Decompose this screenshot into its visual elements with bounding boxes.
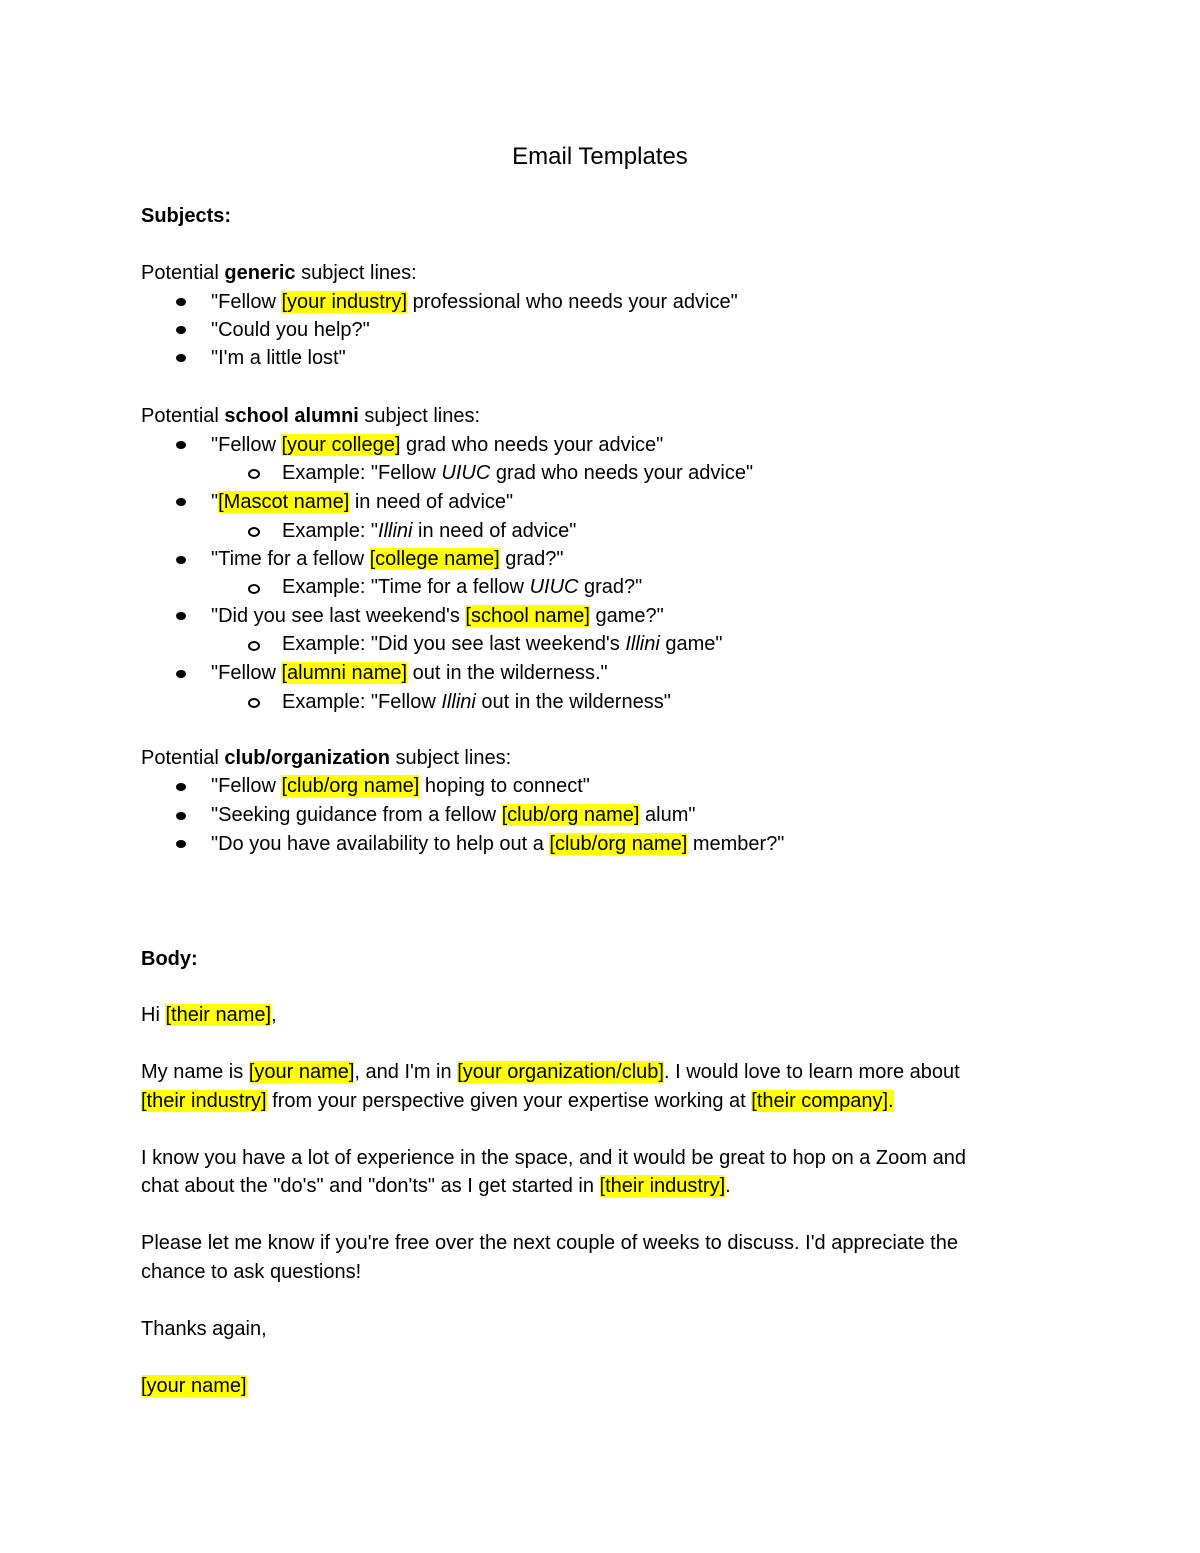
placeholder-highlight: [their industry] (141, 1090, 267, 1112)
bullet-icon (176, 498, 186, 506)
alumni-item: "[Mascot name] in need of advice" (211, 491, 514, 513)
placeholder-highlight: [your name] (141, 1375, 247, 1397)
placeholder-highlight: [club/org name] (281, 775, 420, 797)
alumni-example: Example: "Did you see last weekend's Illini game" (282, 633, 723, 655)
placeholder-highlight: [your college] (281, 434, 401, 456)
sub-bullet-icon (248, 527, 260, 537)
paragraph-line: My name is [your name], and I'm in [your organization/club]. I would love to learn more about (141, 1061, 960, 1083)
paragraph-line: I know you have a lot of experience in the space, and it would be great to hop on a Zoom and (141, 1147, 966, 1169)
alumni-item: "Time for a fellow [college name] grad?" (211, 548, 564, 570)
club-intro: Potential club/organization subject lines: (141, 747, 512, 769)
page-title: Email Templates (512, 143, 688, 170)
alumni-example: Example: "Illini in need of advice" (282, 520, 577, 542)
placeholder-highlight: [club/org name] (549, 833, 688, 855)
placeholder-highlight: [school name] (465, 605, 590, 627)
bullet-icon (176, 298, 186, 306)
closing-line: Thanks again, (141, 1318, 267, 1340)
placeholder-highlight: [their name] (165, 1004, 272, 1026)
alumni-example: Example: "Time for a fellow UIUC grad?" (282, 576, 643, 598)
placeholder-highlight: [your industry] (281, 291, 408, 313)
bullet-icon (176, 556, 186, 564)
signature (141, 1372, 247, 1400)
sub-bullet-icon (248, 584, 260, 594)
greeting: Hi [their name], (141, 1004, 277, 1026)
subjects-heading: Subjects: (141, 205, 232, 227)
sub-bullet-icon (248, 641, 260, 651)
bullet-icon (176, 840, 186, 848)
generic-item: "Fellow [your industry] professional who needs your advice" (211, 291, 738, 313)
bullet-icon (176, 670, 186, 678)
paragraph-line: Please let me know if you're free over the next couple of weeks to discuss. I'd appreciate the (141, 1232, 958, 1254)
club-item: "Seeking guidance from a fellow [club/org name] alum" (211, 804, 696, 826)
bullet-icon (176, 783, 186, 791)
generic-intro: Potential generic subject lines: (141, 262, 417, 284)
bullet-icon (176, 441, 186, 449)
placeholder-highlight: [their company]. (751, 1090, 894, 1112)
generic-item: "Could you help?" (211, 319, 370, 341)
alumni-item: "Did you see last weekend's [school name] game?" (211, 605, 664, 627)
sub-bullet-icon (248, 469, 260, 479)
placeholder-highlight: [your organization/club] (457, 1061, 664, 1083)
alumni-example: Example: "Fellow Illini out in the wilderness" (282, 691, 671, 713)
placeholder-highlight: [your name] (248, 1061, 355, 1083)
paragraph-line: chat about the "do's" and "don'ts" as I get started in [their industry]. (141, 1175, 731, 1197)
club-item: "Fellow [club/org name] hoping to connect" (211, 775, 590, 797)
paragraph-line: chance to ask questions! (141, 1261, 362, 1283)
bullet-icon (176, 812, 186, 820)
bullet-icon (176, 612, 186, 620)
placeholder-highlight: [alumni name] (281, 662, 408, 684)
paragraph-line: [their industry] from your perspective given your expertise working at [their company]. (141, 1090, 894, 1112)
alumni-intro: Potential school alumni subject lines: (141, 405, 481, 427)
bullet-icon (176, 354, 186, 362)
body-heading: Body: (141, 948, 198, 970)
placeholder-highlight: [club/org name] (501, 804, 640, 826)
placeholder-highlight: [their industry] (599, 1175, 726, 1197)
placeholder-highlight: [college name] (369, 548, 500, 570)
alumni-item: "Fellow [your college] grad who needs your advice" (211, 434, 664, 456)
sub-bullet-icon (248, 698, 260, 708)
placeholder-highlight: [Mascot name] (218, 491, 350, 513)
bullet-icon (176, 326, 186, 334)
generic-item: "I'm a little lost" (211, 347, 346, 369)
alumni-example: Example: "Fellow UIUC grad who needs your advice" (282, 462, 754, 484)
alumni-item: "Fellow [alumni name] out in the wilderness." (211, 662, 608, 684)
club-item: "Do you have availability to help out a [club/org name] member?" (211, 833, 785, 855)
